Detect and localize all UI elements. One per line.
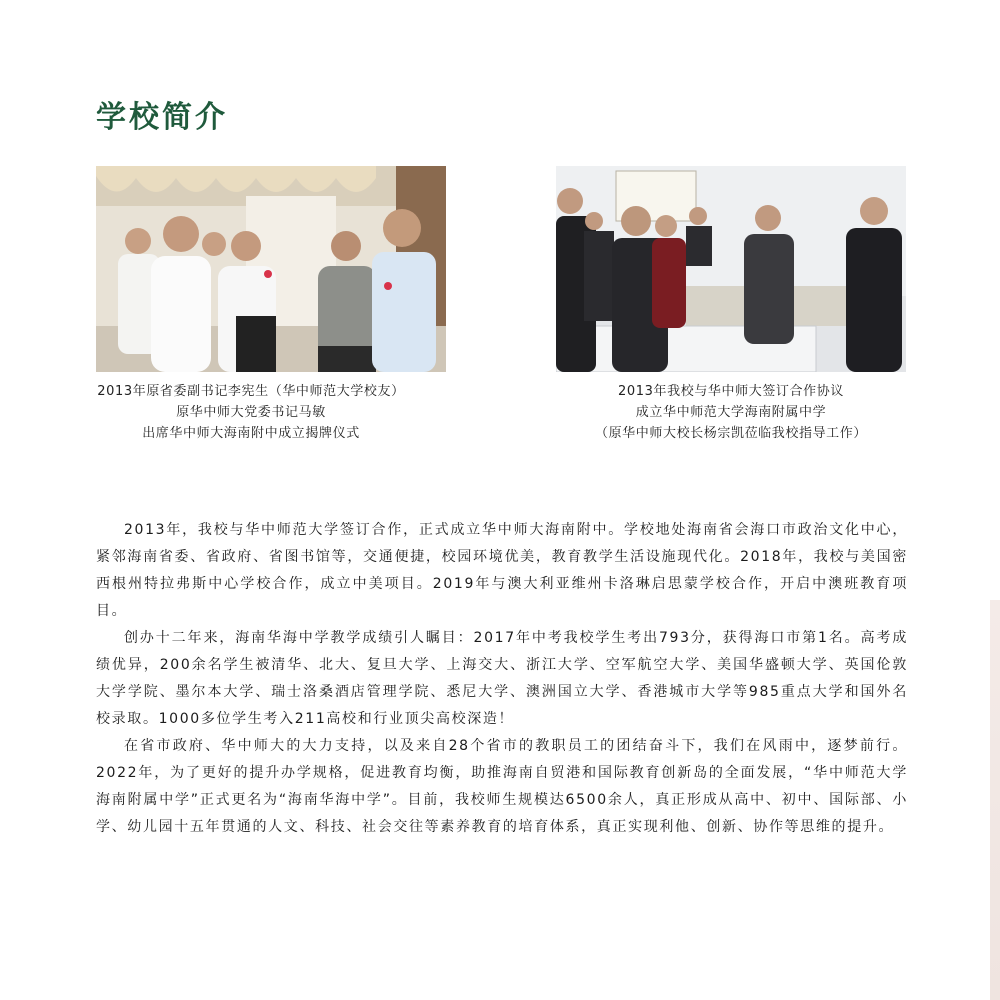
photo-office-visit bbox=[556, 166, 906, 372]
caption-line: 2013年原省委副书记李宪生（华中师范大学校友） bbox=[97, 384, 405, 399]
caption-line: 成立华中师范大学海南附属中学 bbox=[635, 405, 827, 420]
caption-line: （原华中师大校长杨宗凯莅临我校指导工作） bbox=[594, 426, 867, 441]
caption-line: 2013年我校与华中师大签订合作协议 bbox=[618, 384, 844, 399]
paragraph: 在省市政府、华中师大的大力支持，以及来自28个省市的教职员工的团结奋斗下，我们在风雨中，逐梦前行。2022年，为了更好的提升办学规格，促进教育均衡，助推海南自贸港和国际教育创新岛的全面发展，“华中师范大学海南附属中学”正式更名为“海南华海中学”。目前，我校师生规模达6500余人，真正形成从高中、初中、国际部、小学、幼儿园十五年贯通的人文、科技、社会交往等素养教育的培育体系，真正实现利他、创新、协作等思维的提升。 bbox=[96, 738, 908, 835]
caption-line: 出席华中师大海南附中成立揭牌仪式 bbox=[142, 426, 360, 441]
photo-ceremony-image bbox=[96, 166, 446, 372]
paragraph: 创办十二年来，海南华海中学教学成绩引人瞩目：2017年中考我校学生考出793分，获得海口市第1名。高考成绩优异，200余名学生被清华、北大、复旦大学、上海交大、浙江大学、空军航空大学、美国华盛顿大学、英国伦敦大学学院、墨尔本大学、瑞士洛桑酒店管理学院、悉尼大学、澳洲国立大学、香港城市大学等985重点大学和国外名校录取。1000多位学生考入211高校和行业顶尖高校深造！ bbox=[96, 630, 908, 727]
school-introduction-text bbox=[96, 517, 908, 841]
caption-line: 原华中师大党委书记马敏 bbox=[176, 405, 326, 420]
photo-office-visit-image bbox=[556, 166, 906, 372]
page-title: 学校简介 bbox=[96, 100, 228, 135]
photo-ceremony bbox=[96, 166, 446, 372]
photo-ceremony-caption bbox=[61, 381, 441, 444]
photo-office-visit-caption bbox=[541, 381, 921, 444]
page-edge-stripe bbox=[990, 600, 1000, 1000]
paragraph: 2013年，我校与华中师范大学签订合作，正式成立华中师大海南附中。学校地处海南省会海口市政治文化中心，紧邻海南省委、省政府、省图书馆等，交通便捷，校园环境优美，教育教学生活设施现代化。2018年，我校与美国密西根州特拉弗斯中心学校合作，成立中美项目。2019年与澳大利亚维州卡洛琳启思蒙学校合作，开启中澳班教育项目。 bbox=[96, 522, 908, 619]
